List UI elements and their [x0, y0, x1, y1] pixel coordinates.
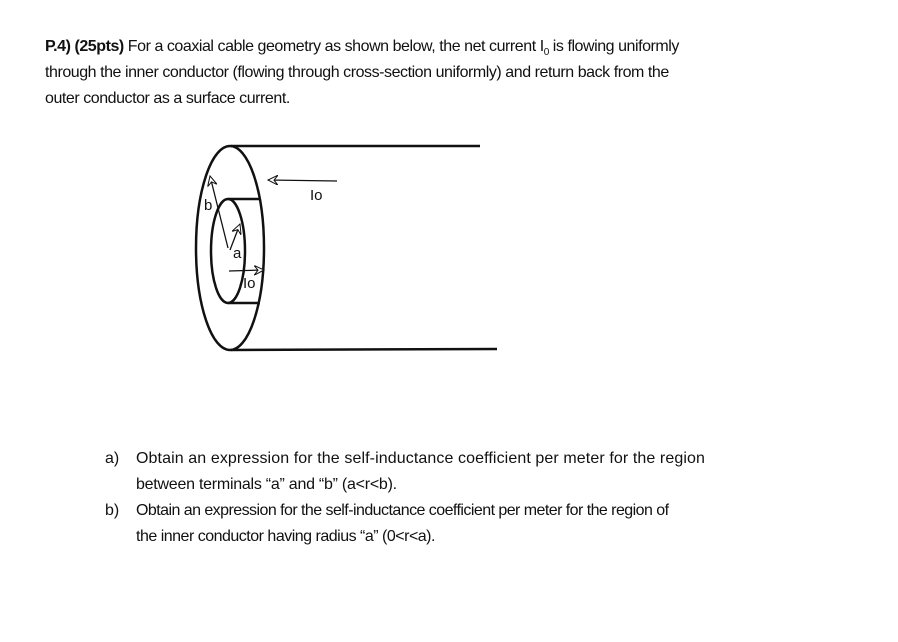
problem-points: (25pts) — [74, 38, 124, 55]
problem-text: For a coaxial cable geometry as shown below, the net current I — [127, 38, 544, 55]
question-text: Obtain an expression for the self-inductance coefficient per meter for the region — [136, 450, 706, 467]
outer-bottom-edge — [231, 349, 497, 350]
subscript: 0 — [543, 47, 549, 59]
inner-current-arrow — [229, 270, 264, 271]
question-text: between terminals “a” and “b” (a<r<b). — [136, 476, 397, 493]
radius-a-label: a — [233, 245, 242, 262]
question-marker: b) — [105, 502, 120, 519]
problem-line-2: through the inner conductor (flowing through cross-section uniformly) and return back from the — [45, 64, 669, 81]
outer-conductor-end — [196, 146, 264, 350]
problem-text-tail: is flowing uniformly — [548, 38, 679, 55]
inner-current-label: Io — [243, 275, 256, 292]
return-current-label: Io — [310, 187, 323, 204]
question-marker: a) — [105, 450, 120, 467]
return-current-arrow — [268, 180, 337, 181]
question-text: the inner conductor having radius “a” (0<r<a). — [136, 528, 435, 545]
question-text: Obtain an expression for the self-inductance coefficient per meter for the region of — [136, 502, 669, 519]
problem-number: P.4) — [45, 38, 71, 55]
problem-line-3: outer conductor as a surface current. — [45, 90, 290, 107]
radius-b-label: b — [204, 197, 213, 214]
